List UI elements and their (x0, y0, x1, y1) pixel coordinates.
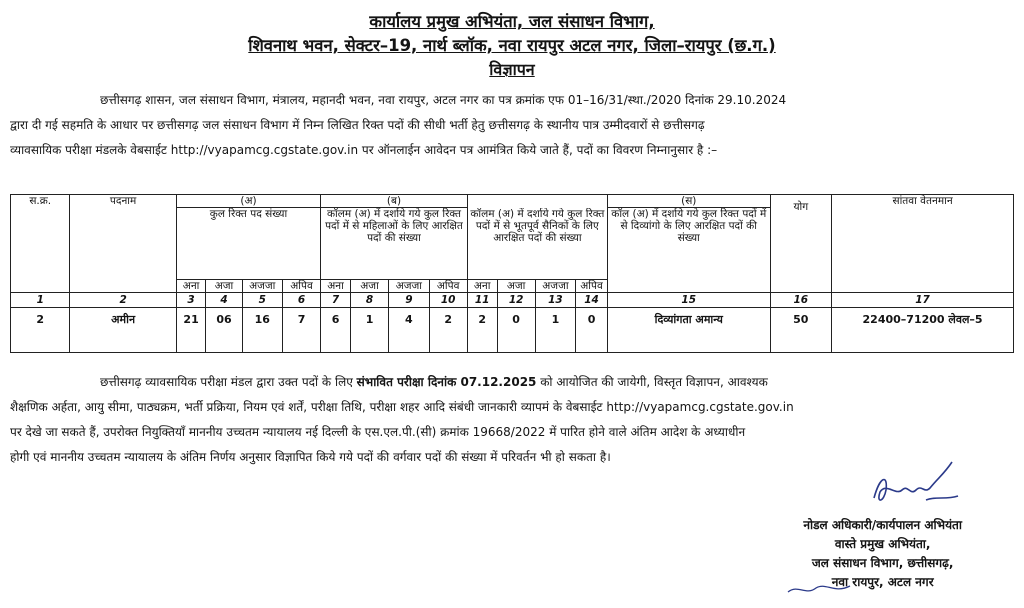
cat-c-4: अपिव (576, 280, 608, 293)
header-total: योग (770, 195, 832, 293)
col-num: 12 (497, 293, 535, 308)
details-line-4: होगी एवं माननीय उच्चतम न्यायालय के अंतिम निर्णय अनुसार विज्ञापित किये गये पदों की वर्गवार पदों की संख्या में परिवर्तन भी हो सकता है। (10, 450, 611, 464)
office-address: शिवनाथ भवन, सेक्टर–19, नार्थ ब्लॉक, नवा रायपुर अटल नगर, जिला–रायपुर (छ.ग.) (248, 36, 776, 55)
row-a-ana: 21 (176, 308, 206, 353)
header-sno: स.क्र. (11, 195, 70, 293)
cat-c-1: अना (467, 280, 497, 293)
col-num: 7 (321, 293, 351, 308)
row-divyang: दिव्यांगता अमान्य (607, 308, 770, 353)
cat-a-2: अजा (206, 280, 242, 293)
col-num: 6 (282, 293, 320, 308)
row-total: 50 (770, 308, 832, 353)
row-b-apiv: 2 (429, 308, 467, 353)
row-sno: 2 (11, 308, 70, 353)
intro-line-2: द्वारा दी गई सहमति के आधार पर छत्तीसगढ़ जल संसाधन विभाग में निम्न लिखित रिक्त पदों की सीधी भर्ती हेतु छत्तीसगढ़ के स्थानीय पात्र उम्मीदवारों से छत्तीसगढ़ (10, 118, 705, 132)
letterhead (0, 10, 1024, 81)
cat-a-3: अजजा (242, 280, 282, 293)
details-paragraph (10, 370, 1014, 470)
group-d-tag: (स) (607, 195, 770, 208)
document-title: विज्ञापन (489, 60, 535, 79)
signatory-department: जल संसाधन विभाग, छत्तीसगढ़, (811, 556, 954, 570)
group-b-desc: कॉलम (अ) में दर्शाये गये कुल रिक्त पदों में से महिलाओं के लिए आरक्षित पदों की संख्या (321, 208, 468, 280)
ink-squiggle (784, 578, 854, 600)
col-num: 9 (389, 293, 429, 308)
group-a-tag: (अ) (176, 195, 320, 208)
table-row (11, 308, 1014, 353)
handwritten-signature (866, 456, 966, 516)
col-num: 14 (576, 293, 608, 308)
col-num: 11 (467, 293, 497, 308)
col-num: 5 (242, 293, 282, 308)
exam-date: संभावित परीक्षा दिनांक 07.12.2025 (356, 375, 537, 389)
col-num: 13 (535, 293, 575, 308)
intro-paragraph (10, 88, 1014, 163)
cat-b-1: अना (321, 280, 351, 293)
details-line-1 (10, 370, 1014, 395)
cat-a-4: अपिव (282, 280, 320, 293)
row-c-apiv: 0 (576, 308, 608, 353)
group-b-tag: (ब) (321, 195, 468, 208)
row-c-ajja: 1 (535, 308, 575, 353)
row-b-aja: 1 (350, 308, 388, 353)
row-a-ajja: 16 (242, 308, 282, 353)
signatory-location: नवा रायपुर, अटल नगर (831, 575, 934, 589)
vacancy-table (10, 194, 1014, 353)
cat-a-1: अना (176, 280, 206, 293)
col-num: 8 (350, 293, 388, 308)
signatory-designation: नोडल अधिकारी/कार्यपालन अभियंता (803, 518, 962, 532)
cat-b-3: अजजा (389, 280, 429, 293)
header-post: पदनाम (70, 195, 176, 293)
intro-line-1: छत्तीसगढ़ शासन, जल संसाधन विभाग, मंत्रालय, महानदी भवन, नवा रायपुर, अटल नगर का पत्र क्रमांक एफ 01–16/31/स्था./2020 दिनांक 29.10.2024 (100, 93, 787, 107)
col-num: 4 (206, 293, 242, 308)
intro-line-3: व्यावसायिक परीक्षा मंडलके वेबसाईट http://vyapamcg.cgstate.gov.in पर ऑनलाईन आवेदन पत्र आमंत्रित किये जाते हैं, पदों का विवरण निम्नानुसार है :– (10, 143, 718, 157)
row-b-ajja: 4 (389, 308, 429, 353)
cat-b-4: अपिव (429, 280, 467, 293)
col-num: 1 (11, 293, 70, 308)
row-c-aja: 0 (497, 308, 535, 353)
group-c-tag (467, 195, 607, 208)
row-b-ana: 6 (321, 308, 351, 353)
cat-c-3: अजजा (535, 280, 575, 293)
row-a-apiv: 7 (282, 308, 320, 353)
col-num: 10 (429, 293, 467, 308)
row-pay: 22400–71200 लेवल–5 (832, 308, 1014, 353)
group-d-desc: कॉल (अ) में दर्शाये गये कुल रिक्त पदों में से दिव्यांगो के लिए आरक्षित पदों की संख्या (607, 208, 770, 293)
signatory-on-behalf: वास्ते प्रमुख अभियंता, (834, 537, 931, 551)
col-num: 17 (832, 293, 1014, 308)
col-num: 2 (70, 293, 176, 308)
details-text: छत्तीसगढ़ व्यावसायिक परीक्षा मंडल द्वारा उक्त पदों के लिए (100, 375, 357, 389)
group-a-desc: कुल रिक्त पद संख्या (176, 208, 320, 280)
header-pay: सांतवा वेतनमान (832, 195, 1014, 293)
details-line-3: पर देखे जा सकते हैं, उपरोक्त नियुक्तियाँ माननीय उच्चतम न्यायालय नई दिल्ली के एस.एल.पी.(सी) क्रमांक 19668/2022 में पारित होने वाले अंतिम आदेश के अध्याधीन (10, 425, 746, 439)
group-c-desc: कॉलम (अ) में दर्शाये गये कुल रिक्त पदों में से भूतपूर्व सैनिकों के लिए आरक्षित पदों की संख्या (467, 208, 607, 280)
row-c-ana: 2 (467, 308, 497, 353)
row-post: अमीन (70, 308, 176, 353)
col-num: 16 (770, 293, 832, 308)
cat-c-2: अजा (497, 280, 535, 293)
col-num: 3 (176, 293, 206, 308)
col-num: 15 (607, 293, 770, 308)
cat-b-2: अजा (350, 280, 388, 293)
row-a-aja: 06 (206, 308, 242, 353)
details-line-2: शैक्षणिक अर्हता, आयु सीमा, पाठ्यक्रम, भर्ती प्रक्रिया, नियम एवं शर्तें, परीक्षा तिथि, परीक्षा शहर आदि संबंधी जानकारी व्यापमं के वेबसाईट http://vyapamcg.cgstate.gov.in (10, 400, 794, 414)
details-text: को आयोजित की जायेगी, विस्तृत विज्ञापन, आवश्यक (536, 375, 768, 389)
column-number-row (11, 293, 1014, 308)
office-name: कार्यालय प्रमुख अभियंता, जल संसाधन विभाग, (369, 12, 655, 31)
